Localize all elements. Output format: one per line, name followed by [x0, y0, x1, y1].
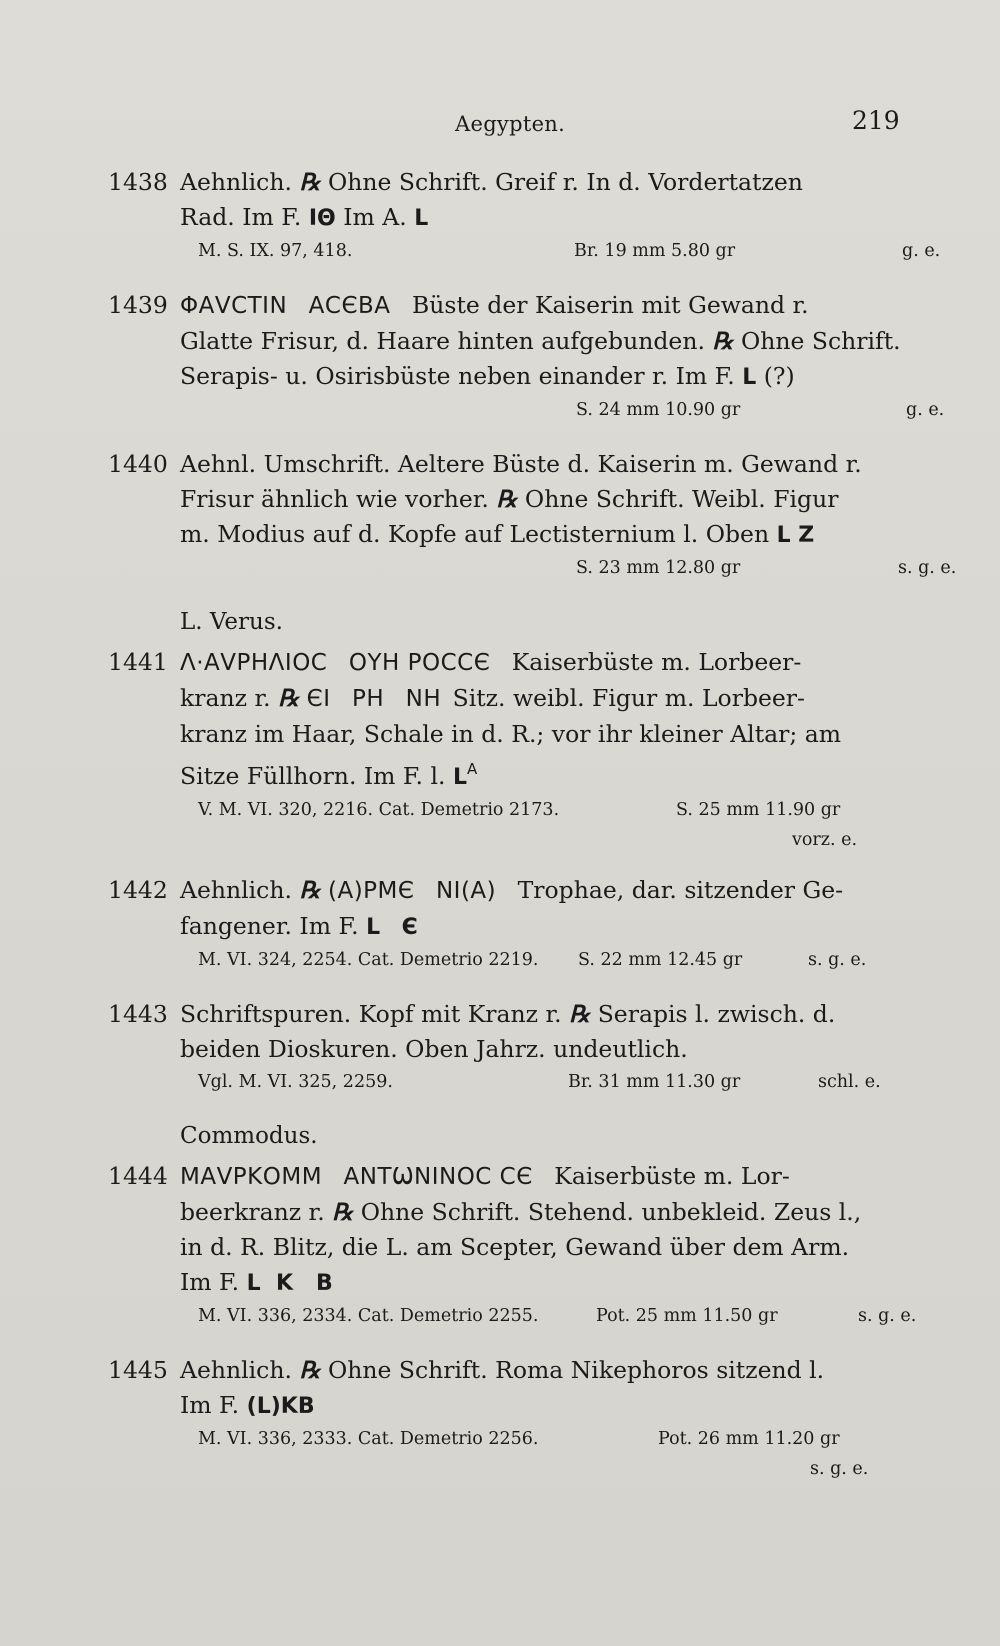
page-header: [0, 106, 1000, 152]
reverse-description: kranz im Haar, Schale in d. R.; vor ihr kleiner Altar; am: [180, 720, 842, 748]
year-mark: L Ζ: [776, 523, 815, 548]
year-mark: Є: [401, 915, 418, 940]
reference-line: [198, 1301, 917, 1331]
reverse-description: Ohne Schrift. Roma Nikephoros sitzend l.: [328, 1356, 825, 1384]
reference-line: [198, 1067, 908, 1097]
reverse-description: Serapis l. zwisch. d.: [597, 1000, 836, 1028]
catalog-entry-1444: [108, 1159, 917, 1331]
reference: V. M. VI. 320, 2216. Cat. Demetrio 2173.: [198, 800, 560, 820]
grade: g. e.: [902, 241, 941, 261]
measurements: Br. 19 mm 5.80 gr: [574, 241, 736, 261]
legend-greek: (Α)ΡΜЄ: [328, 878, 415, 904]
reverse-description: Ohne Schrift. Greif r. In d. Vordertatzen: [328, 168, 803, 196]
reference: M. VI. 336, 2334. Cat. Demetrio 2255.: [198, 1306, 539, 1326]
legend-greek: ΝΙ(Α): [435, 878, 497, 904]
reverse-description: Ohne Schrift.: [740, 327, 901, 355]
reverse-description: Serapis- u. Osirisbüste neben einander r. Im F.: [180, 362, 735, 390]
reverse-description: in d. R. Blitz, die L. am Scepter, Gewand über dem Arm.: [180, 1233, 850, 1261]
section-heading: Commodus.: [180, 1123, 318, 1149]
entry-number: 1443: [108, 1000, 168, 1028]
entry-number: 1439: [108, 291, 168, 319]
reverse-description: Ohne Schrift. Stehend. unbekleid. Zeus l.,: [360, 1198, 862, 1226]
obverse-description: Aehnl. Umschrift. Aeltere Büste d. Kaiserin m. Gewand r.: [180, 450, 862, 478]
entry-number: 1440: [108, 450, 168, 478]
catalog-entry-1443: [108, 997, 908, 1097]
measurements: Pot. 25 mm 11.50 gr: [596, 1306, 778, 1326]
year-mark-superscript: Α: [467, 760, 478, 778]
reverse-description: fangener. Im F.: [180, 912, 359, 940]
reverse-description: Sitze Füllhorn. Im F. l.: [180, 762, 446, 790]
entry-number: 1444: [108, 1162, 168, 1190]
obverse-description: Kaiserbüste m. Lorbeer-: [511, 648, 802, 676]
catalog-entry-1440: [108, 447, 957, 583]
reverse-symbol: ℞: [278, 684, 300, 712]
legend-greek: ΑΝΤѠΝΙΝΟC CЄ: [343, 1164, 533, 1190]
reference-line: [198, 1424, 908, 1454]
reference: Vgl. M. VI. 325, 2259.: [198, 1072, 393, 1092]
grade: s. g. e.: [810, 1459, 869, 1479]
year-mark: L Κ Β: [246, 1271, 333, 1296]
obverse-description: Frisur ähnlich wie vorher.: [180, 485, 489, 513]
reverse-symbol: ℞: [712, 327, 734, 355]
legend-greek: ΟΥΗ ΡΟCCЄ: [348, 650, 491, 676]
reverse-description: beiden Dioskuren. Oben Jahrz. undeutlich.: [180, 1035, 688, 1063]
grade: schl. e.: [818, 1072, 881, 1092]
reverse-description: Trophae, dar. sitzender Ge-: [517, 876, 844, 904]
legend-greek: ΦΑVCΤΙΝ: [180, 293, 288, 319]
reference-line: [198, 236, 941, 266]
measurements: S. 23 mm 12.80 gr: [576, 558, 741, 578]
year-mark: L: [366, 915, 381, 940]
measurements: Br. 31 mm 11.30 gr: [568, 1072, 741, 1092]
obverse-description: Büste der Kaiserin mit Gewand r.: [412, 291, 809, 319]
reference: M. S. IX. 97, 418.: [198, 241, 353, 261]
reverse-symbol: ℞: [299, 1356, 321, 1384]
entry-number: 1442: [108, 876, 168, 904]
measurements: S. 22 mm 12.45 gr: [578, 950, 743, 970]
catalog-entry-1442: [108, 873, 908, 975]
grade: s. g. e.: [808, 950, 867, 970]
field-text: Im F.: [180, 1268, 240, 1296]
year-mark: L: [452, 765, 468, 790]
running-title: Aegypten.: [455, 112, 566, 136]
measurements: S. 25 mm 11.90 gr: [676, 800, 841, 820]
reverse-description: Ohne Schrift. Weibl. Figur: [524, 485, 839, 513]
legend-greek: ЄΙ: [306, 686, 331, 712]
reverse-symbol: ℞: [496, 485, 518, 513]
catalog-entry-1445: [108, 1353, 908, 1480]
field-text: Im F.: [180, 1391, 240, 1419]
grade: vorz. e.: [792, 830, 858, 850]
measurements: S. 24 mm 10.90 gr: [576, 400, 741, 420]
year-mark: L: [742, 365, 757, 390]
obverse-description: kranz r.: [180, 684, 271, 712]
page-number: 219: [852, 106, 900, 135]
reverse-symbol: ℞: [569, 1000, 591, 1028]
entry-number: 1441: [108, 648, 168, 676]
obverse-description: Aehnlich.: [180, 876, 292, 904]
obverse-description: Aehnlich.: [180, 168, 292, 196]
field-text: (?): [763, 362, 795, 390]
legend-greek: ΜΑVΡΚΟΜΜ: [180, 1164, 323, 1190]
grade: s. g. e.: [858, 1306, 917, 1326]
obverse-description: Aehnlich.: [180, 1356, 292, 1384]
entry-number: 1445: [108, 1356, 168, 1384]
grade: g. e.: [906, 400, 945, 420]
grade: s. g. e.: [898, 558, 957, 578]
field-mark: ΙΘ: [308, 206, 336, 231]
obverse-description: Kaiserbüste m. Lor-: [554, 1162, 790, 1190]
field-text: Im A.: [343, 203, 407, 231]
reverse-symbol: ℞: [299, 876, 321, 904]
reference-line: [198, 945, 908, 975]
measurements: Pot. 26 mm 11.20 gr: [658, 1429, 840, 1449]
catalog-entry-1438: [108, 165, 941, 266]
legend-greek: ΝΗ: [405, 686, 442, 712]
catalog-entries: [108, 165, 957, 1502]
reverse-description: m. Modius auf d. Kopfe auf Lectisternium l. Oben: [180, 520, 770, 548]
year-mark: (L)ΚΒ: [246, 1394, 315, 1419]
obverse-description: Schriftspuren. Kopf mit Kranz r.: [180, 1000, 562, 1028]
legend-greek: ΑCЄΒΑ: [308, 293, 391, 319]
reference: M. VI. 324, 2254. Cat. Demetrio 2219.: [198, 950, 539, 970]
obverse-description: beerkranz r.: [180, 1198, 325, 1226]
section-heading: L. Verus.: [180, 609, 283, 635]
reference-line: [198, 553, 957, 583]
obverse-description: Glatte Frisur, d. Haare hinten aufgebunden.: [180, 327, 705, 355]
field-text: Rad. Im F.: [180, 203, 302, 231]
reference: M. VI. 336, 2333. Cat. Demetrio 2256.: [198, 1429, 539, 1449]
reference-line: [198, 795, 908, 825]
reference-line: [198, 395, 945, 425]
reverse-description: Sitz. weibl. Figur m. Lorbeer-: [452, 684, 805, 712]
reverse-symbol: ℞: [299, 168, 321, 196]
entry-number: 1438: [108, 168, 168, 196]
legend-greek: Λ·ΑVΡΗΛΙΟC: [180, 650, 328, 676]
year-mark: L: [414, 206, 429, 231]
catalog-entry-1439: [108, 288, 945, 425]
reverse-symbol: ℞: [332, 1198, 354, 1226]
legend-greek: ΡΗ: [351, 686, 385, 712]
catalog-entry-1441: [108, 645, 908, 851]
